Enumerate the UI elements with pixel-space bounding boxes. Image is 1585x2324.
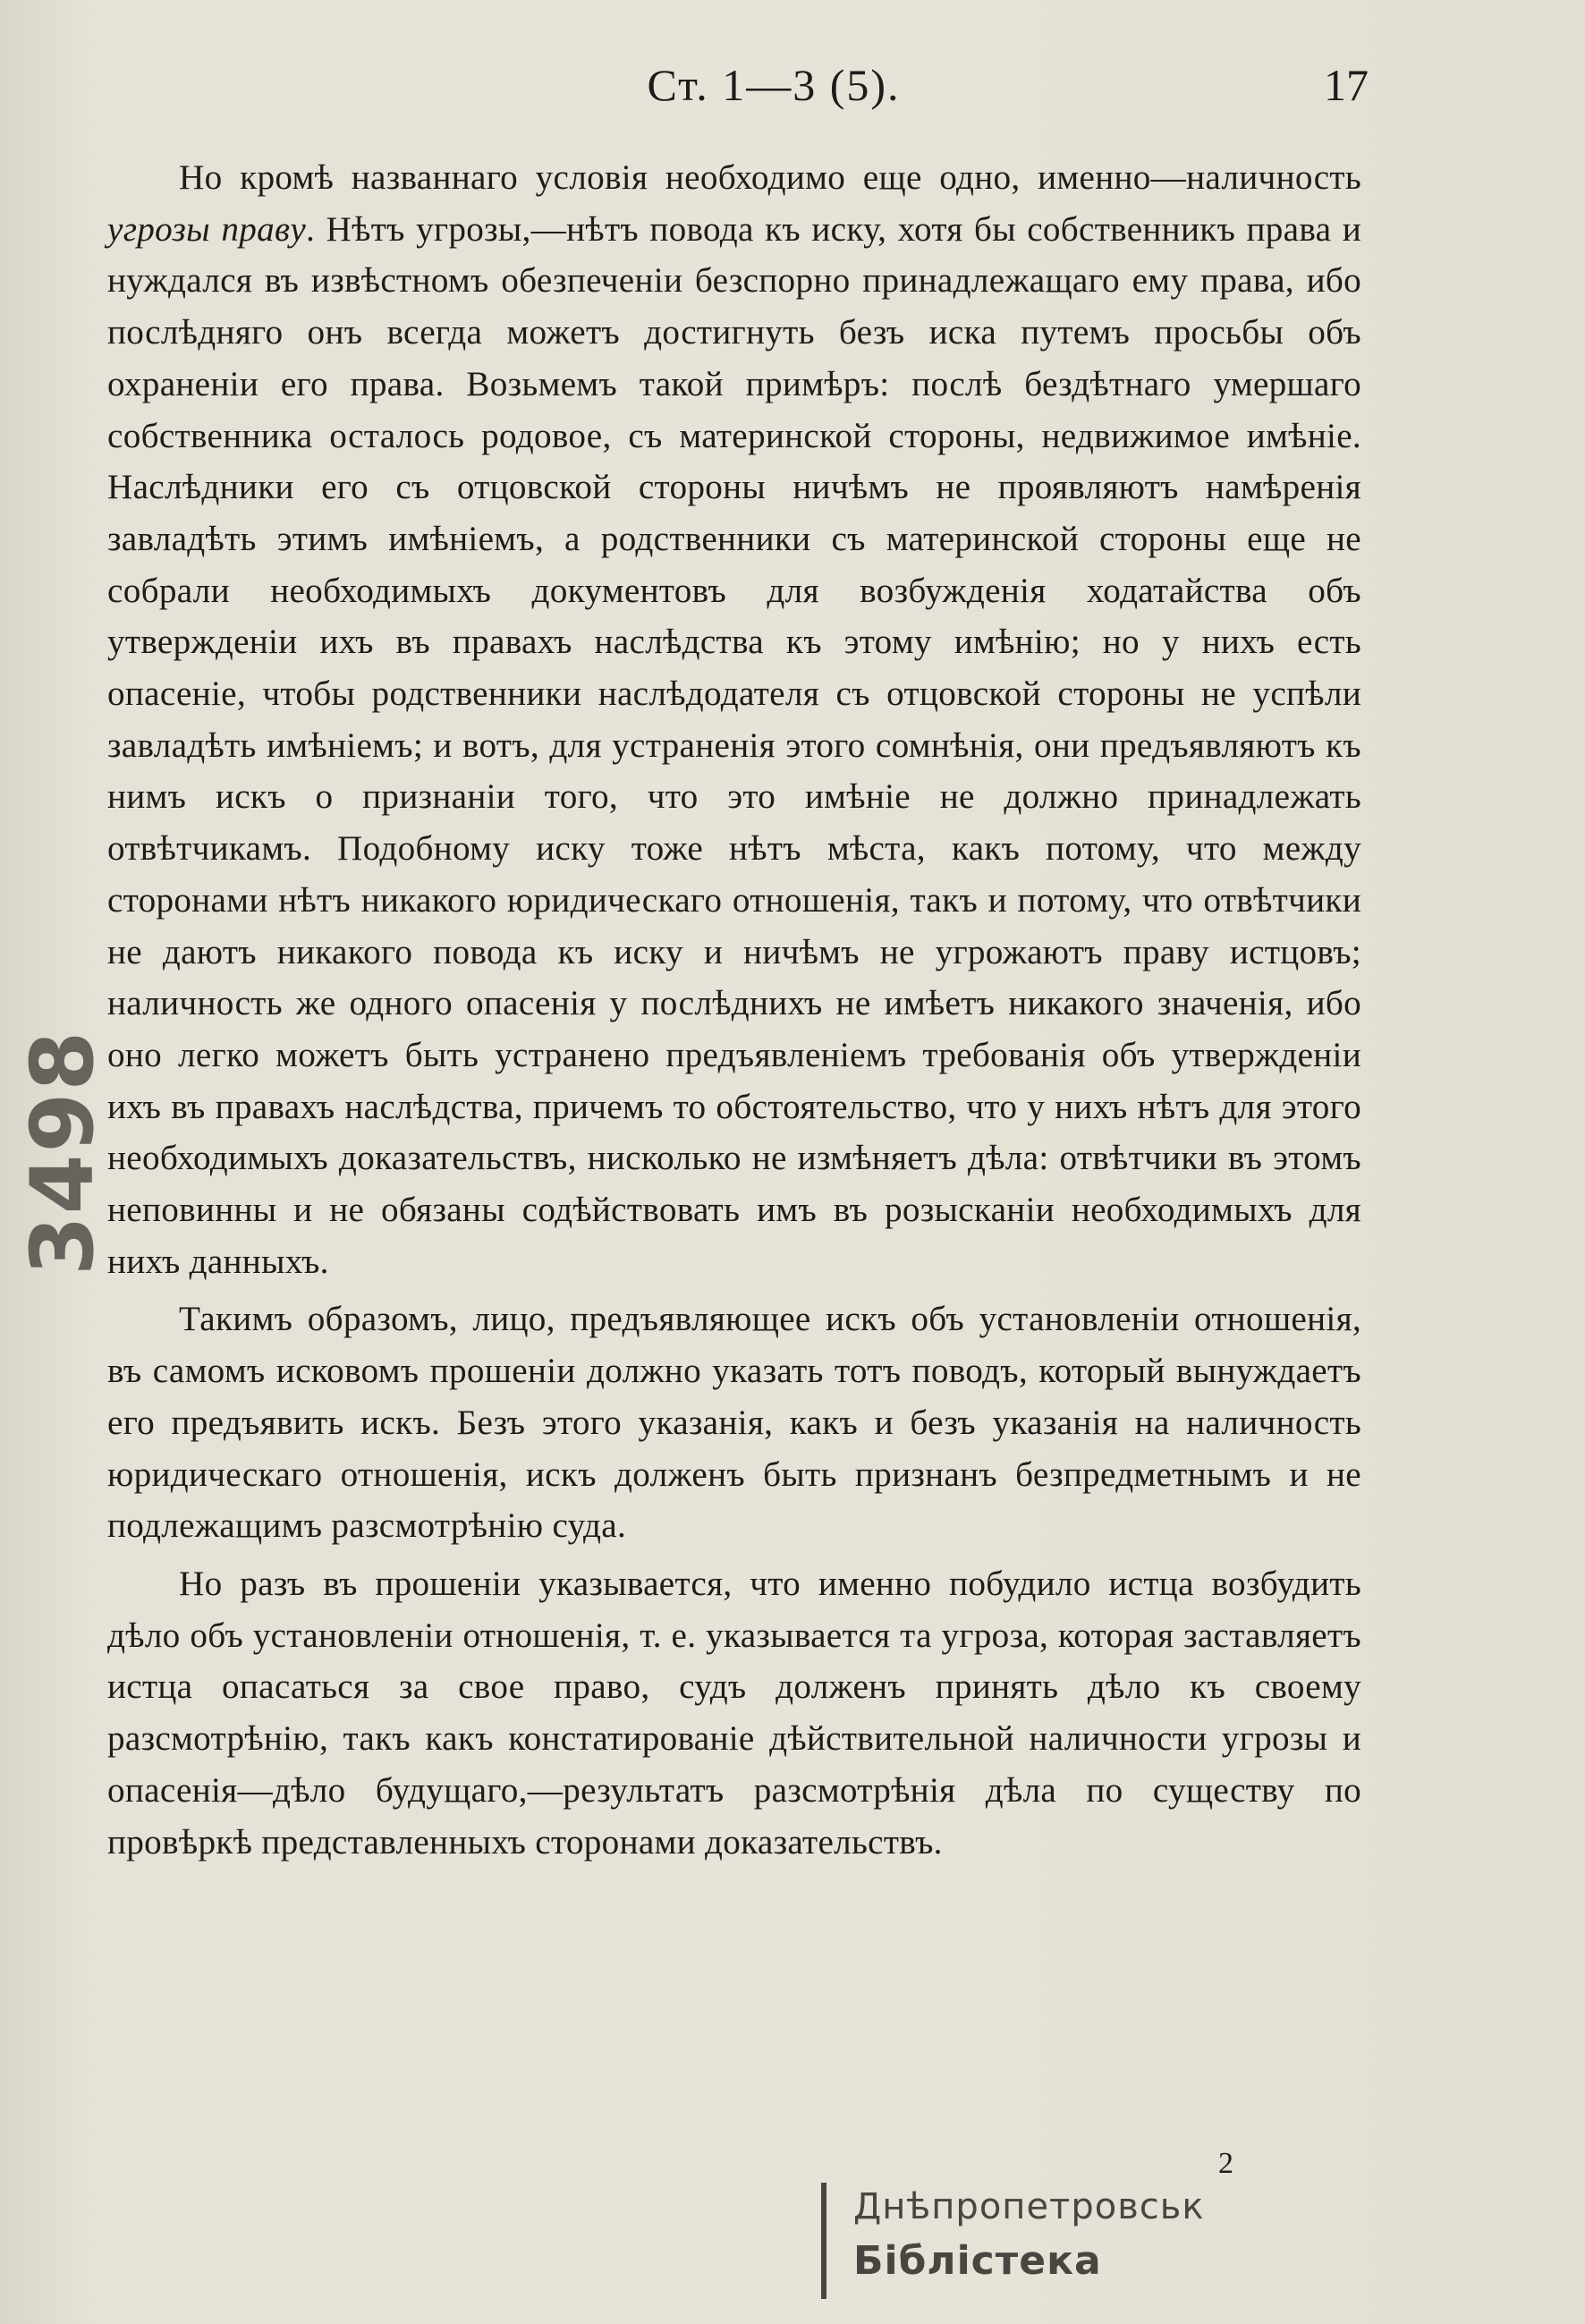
page-header bbox=[179, 59, 1369, 113]
text-run: Но разъ въ прошеніи указывается, что именно побудило истца возбудить дѣло объ установленіи отношенія, т. е. указывается та угроза, которая заставляетъ истца опасаться за свое право, судъ долженъ принять дѣло къ своему разсмотрѣнію, такъ какъ констатированіе дѣйствительной наличности угрозы и опасенія—дѣло будущаго,—результатъ разсмотрѣнія дѣла по существу по провѣркѣ представленныхъ сторонами доказательствъ. bbox=[107, 1564, 1361, 1862]
page-number: 17 bbox=[1324, 60, 1369, 110]
running-head: Ст. 1—3 (5). bbox=[647, 60, 901, 110]
paragraph bbox=[107, 1293, 1361, 1552]
text-run: Такимъ образомъ, лицо, предъявляющее искъ объ установленіи отношенія, въ самомъ исковомъ прошеніи должно указать тотъ поводъ, который вынуждаетъ его предъявить искъ. Безъ этого указанія, какъ и безъ указанія на наличность юридическаго отношенія, искъ долженъ быть признанъ безпредметнымъ и не подлежащимъ разсмотрѣнію суда. bbox=[107, 1300, 1361, 1546]
text-run: . Нѣтъ угрозы,—нѣтъ повода къ иску, хотя бы собственникъ права и нуждался въ извѣстномъ обезпеченіи безспорно принадлежащаго ему права, ибо послѣдняго онъ всегда можетъ достигнуть безъ иска путемъ просьбы объ охраненіи его права. Возьмемъ такой примѣръ: послѣ бездѣтнаго умершаго собственника осталось родовое, съ материнской стороны, недвижимое имѣніе. Наслѣдники его съ отцовской стороны ничѣмъ не проявляютъ намѣренія завладѣть этимъ имѣніемъ, а родственники съ материнской стороны еще не собрали необходимыхъ документовъ для возбужденія ходатайства объ утвержденіи ихъ въ правахъ наслѣдства къ этому имѣнію; но у нихъ есть опасеніе, чтобы родственники наслѣдодателя съ отцовской стороны не успѣли завладѣть имѣніемъ; и вотъ, для устраненія этого сомнѣнія, они предъявляютъ къ нимъ искъ о признаніи того, что это имѣніе не должно принадлежать отвѣтчикамъ. Подобному иску тоже нѣтъ мѣста, какъ потому, что между сторонами нѣтъ никакого юридическаго отношенія, такъ и потому, что отвѣтчики не даютъ никакого повода къ иску и ничѣмъ не угрожаютъ праву истцовъ; наличность же одного опасенія у послѣднихъ не имѣетъ никакого значенія, ибо оно легко можетъ быть устранено предъявленіемъ требованія объ утвержденіи ихъ въ правахъ наслѣдства, причемъ то обстоятельство, что у нихъ нѣтъ для этого необходимыхъ доказательствъ, нисколько не измѣняетъ дѣла: отвѣтчики въ этомъ неповинны и не обязаны содѣйствовать имъ въ розысканіи необходимыхъ для нихъ данныхъ. bbox=[107, 209, 1361, 1281]
margin-handwritten-number: 3498 bbox=[13, 1029, 113, 1276]
library-stamp bbox=[821, 2183, 1274, 2299]
stamp-line-city: Днѣпропетровськ bbox=[853, 2186, 1205, 2227]
stamp-line-library: Біблістека bbox=[853, 2238, 1102, 2284]
paragraph bbox=[107, 1558, 1361, 1868]
signature-mark: 2 bbox=[1218, 2147, 1233, 2180]
body-text bbox=[107, 152, 1361, 1868]
text-run: Но кромѣ названнаго условія необходимо еще одно, именно—наличность bbox=[179, 158, 1361, 197]
italic-phrase: угрозы праву bbox=[107, 209, 307, 249]
paragraph bbox=[107, 152, 1361, 1287]
